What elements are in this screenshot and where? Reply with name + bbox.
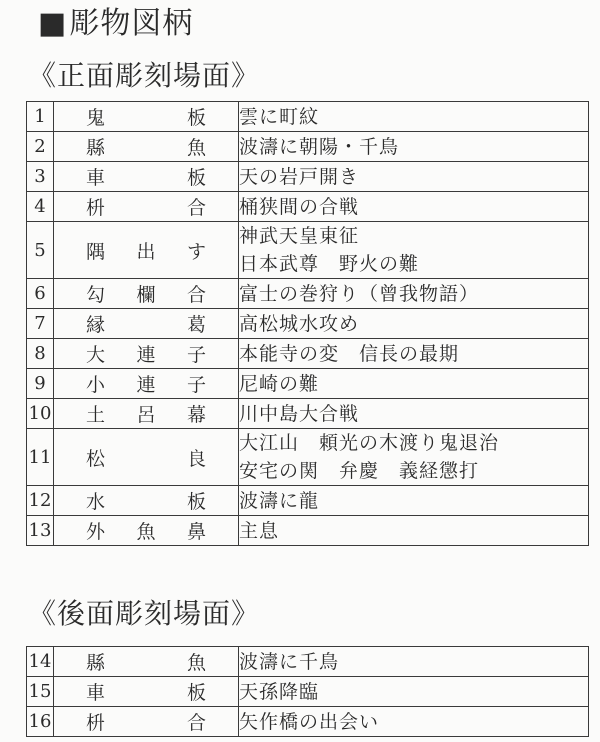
carving-scene bbox=[239, 486, 589, 516]
table-row bbox=[27, 132, 589, 162]
row-number: 15 bbox=[27, 677, 54, 707]
scene-line: 日本武尊 野火の難 bbox=[239, 253, 420, 275]
carving-part-label: 縣 魚 bbox=[86, 137, 206, 159]
table-row bbox=[27, 399, 589, 429]
carving-scene bbox=[239, 222, 589, 279]
table-row bbox=[27, 369, 589, 399]
row-number: 14 bbox=[27, 647, 54, 677]
carving-scene bbox=[239, 429, 589, 486]
carving-scene bbox=[239, 162, 589, 192]
scene-line: 神武天皇東征 bbox=[239, 225, 360, 247]
scene-line: 川中島大合戦 bbox=[239, 402, 360, 425]
carving-part-label: 枡 合 bbox=[86, 197, 206, 219]
carving-part bbox=[54, 707, 239, 737]
carving-scene bbox=[239, 399, 589, 429]
row-number: 6 bbox=[27, 279, 54, 309]
carving-part-label: 隅出す bbox=[86, 240, 206, 263]
scene-line: 尼崎の難 bbox=[239, 372, 320, 395]
heading-text: 彫物図柄 bbox=[69, 6, 194, 41]
carving-part-label: 土呂幕 bbox=[86, 404, 206, 426]
carving-scene bbox=[239, 707, 589, 737]
table-row bbox=[27, 677, 589, 707]
row-number: 1 bbox=[27, 102, 54, 132]
scene-line: 安宅の関 弁慶 義経懲打 bbox=[239, 460, 480, 482]
row-number: 5 bbox=[27, 222, 54, 279]
rear-carvings-title: 《後面彫刻場面》 bbox=[28, 597, 261, 630]
carving-part bbox=[54, 429, 239, 486]
carving-scene bbox=[239, 369, 589, 399]
scene-line: 天孫降臨 bbox=[239, 680, 320, 703]
carving-part-label: 車 板 bbox=[86, 167, 206, 189]
carving-part bbox=[54, 132, 239, 162]
row-number: 7 bbox=[27, 309, 54, 339]
front-carvings-title: 《正面彫刻場面》 bbox=[28, 59, 261, 92]
carving-part bbox=[54, 162, 239, 192]
carving-part-label: 小連子 bbox=[86, 374, 206, 396]
carving-part bbox=[54, 486, 239, 516]
carving-part-label: 大連子 bbox=[86, 344, 206, 366]
carving-scene bbox=[239, 192, 589, 222]
scene-line: 本能寺の変 信長の最期 bbox=[239, 342, 460, 365]
carving-part-label: 鬼 板 bbox=[86, 107, 206, 129]
carving-part bbox=[54, 102, 239, 132]
scene-line: 天の岩戸開き bbox=[239, 165, 360, 188]
row-number: 2 bbox=[27, 132, 54, 162]
carving-scene bbox=[239, 339, 589, 369]
scene-line: 波濤に千鳥 bbox=[239, 650, 340, 673]
row-number: 16 bbox=[27, 707, 54, 737]
row-number: 10 bbox=[27, 399, 54, 429]
scene-line: 桶狭間の合戦 bbox=[239, 195, 360, 218]
carving-scene bbox=[239, 516, 589, 546]
page-heading bbox=[38, 4, 193, 44]
carving-part-label: 縁 葛 bbox=[86, 314, 206, 336]
heading-square-marker: ■ bbox=[38, 6, 68, 41]
front-carvings-table bbox=[26, 101, 589, 546]
row-number: 9 bbox=[27, 369, 54, 399]
scene-line: 大江山 頼光の木渡り鬼退治 bbox=[239, 432, 500, 454]
table-row bbox=[27, 429, 589, 486]
carving-part-label: 縣 魚 bbox=[86, 652, 206, 674]
carving-scene bbox=[239, 132, 589, 162]
carving-part bbox=[54, 192, 239, 222]
table-row bbox=[27, 162, 589, 192]
carving-scene bbox=[239, 102, 589, 132]
carving-part-label: 松 良 bbox=[86, 447, 206, 470]
table-row bbox=[27, 222, 589, 279]
carving-part bbox=[54, 399, 239, 429]
table-row bbox=[27, 102, 589, 132]
scene-line: 主息 bbox=[239, 519, 280, 542]
carving-part bbox=[54, 677, 239, 707]
carving-part bbox=[54, 222, 239, 279]
table-row bbox=[27, 309, 589, 339]
row-number: 3 bbox=[27, 162, 54, 192]
carving-part-label: 外魚鼻 bbox=[86, 521, 206, 543]
scene-line: 波濤に朝陽・千鳥 bbox=[239, 135, 400, 158]
table-row bbox=[27, 279, 589, 309]
row-number: 12 bbox=[27, 486, 54, 516]
carving-part bbox=[54, 369, 239, 399]
carving-part-label: 車 板 bbox=[86, 682, 206, 704]
carving-part-label: 水 板 bbox=[86, 491, 206, 513]
row-number: 11 bbox=[27, 429, 54, 486]
carving-part-label: 勾欄合 bbox=[86, 284, 206, 306]
carving-part-label: 枡 合 bbox=[86, 712, 206, 734]
table-row bbox=[27, 516, 589, 546]
carving-part bbox=[54, 516, 239, 546]
scene-line: 雲に町紋 bbox=[239, 105, 320, 128]
carving-part bbox=[54, 339, 239, 369]
scene-line: 矢作橋の出会い bbox=[239, 710, 380, 733]
table-row bbox=[27, 339, 589, 369]
scene-line: 富士の巻狩り（曾我物語） bbox=[239, 282, 480, 305]
carving-scene bbox=[239, 309, 589, 339]
carving-scene bbox=[239, 279, 589, 309]
carving-scene bbox=[239, 677, 589, 707]
carving-part bbox=[54, 309, 239, 339]
scene-line: 波濤に龍 bbox=[239, 489, 320, 512]
table-row bbox=[27, 647, 589, 677]
carving-scene bbox=[239, 647, 589, 677]
carving-part bbox=[54, 647, 239, 677]
table-row bbox=[27, 486, 589, 516]
carving-part bbox=[54, 279, 239, 309]
rear-carvings-table bbox=[26, 646, 589, 737]
row-number: 8 bbox=[27, 339, 54, 369]
table-row bbox=[27, 192, 589, 222]
row-number: 13 bbox=[27, 516, 54, 546]
scene-line: 高松城水攻め bbox=[239, 312, 360, 335]
row-number: 4 bbox=[27, 192, 54, 222]
table-row bbox=[27, 707, 589, 737]
